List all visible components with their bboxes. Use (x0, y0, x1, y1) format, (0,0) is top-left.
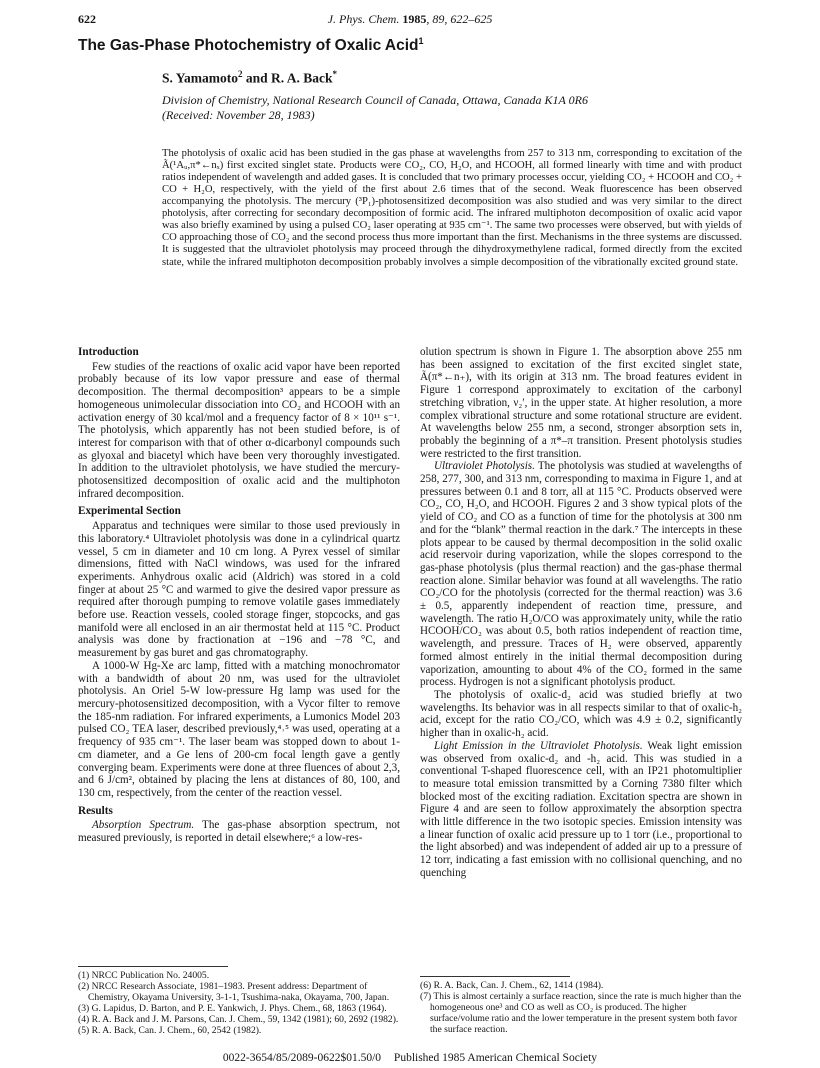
journal-volume: , 89, 622–625 (426, 12, 493, 26)
page-footer (78, 1052, 742, 1064)
footnote: (3) G. Lapidus, D. Barton, and P. E. Yankwich, J. Phys. Chem., 68, 1863 (1964). (78, 1002, 387, 1014)
introduction-paragraph: Few studies of the reactions of oxalic acid vapor have been reported probably because of its low vapor pressure and ease of thermal decomposition. The thermal decomposition³ appears to be a simple homogeneous unimolecular dissociation into CO₂ and HCOOH with an activation energy of 30 kcal/mol and a frequency factor of 8 × 10¹¹ s⁻¹. The photolysis, which apparently has not been studied before, is of interest for comparison with that of other α-dicarbonyl compounds such as glyoxal and biacetyl which have been very thoroughly investigated. In addition to the ultraviolet photolysis, we have studied the mercury-photosensitized decomposition of oxalic acid and the multiphoton infrared decomposition. (78, 360, 400, 500)
results-heading: Results (78, 804, 113, 817)
page-number: 622 (78, 12, 96, 26)
affiliation: Division of Chemistry, National Research Council of Canada, Ottawa, Canada K1A 0R6 (162, 92, 588, 107)
author-2-note: * (332, 69, 338, 80)
received-date: (Received: November 28, 1983) (162, 107, 315, 122)
experimental-paragraph-1: Apparatus and techniques were similar to those used previously in this laboratory.⁴ Ultraviolet photolysis was done in a cylindrical quartz vessel, 5 cm in diameter and 10 cm long. A Pyrex vessel of similar dimensions, fitted with NaCl windows, was used for the infrared experiments. Anhydrous oxalic acid (Aldrich) was stored in a cold finger at about 25 °C and warmed to give the desired vapor pressure as required after thorough pumping to remove volatile gases immediately before use. Reaction vessels, cooled storage finger, stopcocks, and gas manifold were all enclosed in an air thermostat held at 115 °C. Product analysis was done by fractionation at −196 and −78 °C, and measurement by gas buret and gas chromatography. (78, 520, 400, 660)
uv-text: The photolysis was studied at wavelengths of 258, 277, 300, and 313 nm, corresponding to maxima in Figure 1, and at pressures between 0.1 and 8 torr, all at 115 °C. Products observed were CO₂, CO, H₂O, and HCOOH. Figures 2 and 3 show typical plots of the yield of CO₂ and CO as a function of time for the photolysis at 300 nm and for the “blank” thermal reaction in the dark.⁷ The intercepts in these plots appear to be caused by thermal decomposition in the solid oxalic acid reservoir during vaporization, while the slopes correspond to the gas-phase photolysis (plus thermal reaction) and the gas-phase thermal reaction alone. Similar behavior was found at all wavelengths. The ratio CO₂/CO for the photolysis (corrected for the thermal reaction) was 3.6 ± 0.5, apparently independent of reaction time, pressure, and wavelength. The ratio H₂O/CO was approximately unity, while the ratio HCOOH/CO₂ was about 0.5, both ratios independent of reaction time, wavelength, and pressure. Traces of H₂ were observed, apparently formed almost entirely in the initial thermal decomposition during vaporization, amounting to about 4% of the CO₂ formed in the same process. Hydrogen is not a significant photolysis product. (420, 460, 743, 689)
emission-runin-heading: Light Emission in the Ultraviolet Photolysis. (434, 739, 643, 752)
affiliation-block (162, 93, 742, 123)
results-text: The gas-phase absorption spectrum, not measured previously, is reported in detail elsewhere;⁶ a low-res- (78, 819, 400, 845)
footnote: (4) R. A. Back and J. M. Parsons, Can. J. Chem., 59, 1342 (1981); 60, 2692 (1982). (78, 1013, 399, 1025)
article-code: 0022-3654/85/2089-0622$01.50/0 (222, 1052, 382, 1064)
footnote-rule (78, 966, 228, 967)
author-2: and R. A. Back (242, 70, 333, 86)
footnote: (7) This is almost certainly a surface reaction, since the rate is much higher than the homogeneous one³ and CO as well as CO₂ is produced. The higher surface/volume ratio and the lower temperature in the present system both favor the surface reaction. (420, 990, 742, 1035)
right-column (420, 346, 742, 880)
title-footnote-mark: 1 (418, 36, 424, 46)
journal-year: 1985 (402, 12, 427, 26)
article-title (78, 36, 742, 55)
introduction-heading: Introduction (78, 346, 139, 358)
absorption-runin-heading: Absorption Spectrum. (92, 819, 195, 832)
footnote: (5) R. A. Back, Can. J. Chem., 60, 2542 (1982). (78, 1024, 262, 1036)
uv-runin-heading: Ultraviolet Photolysis. (434, 460, 535, 473)
footnote: (2) NRCC Research Associate, 1981–1983. Present address: Department of Chemistry, Okayama University, 3-1-1, Tsushima-naka, Okayama, 700, Japan. (78, 980, 390, 1003)
abstract: The photolysis of oxalic acid has been studied in the gas phase at wavelengths from 257 to 313 nm, corresponding to excitation of the Ã(¹Aᵤ,π*←nₓ) first excited singlet state. Products were CO₂, CO, H₂O, and HCOOH, all formed linearly with time and with product ratios independent of wavelength and added gases. It is concluded that two primary processes occur, yielding CO₂ + HCOOH and CO₂ + CO + H₂O, respectively, with the yield of the first about 2.6 times that of the second. Weak fluorescence has been observed accompanying the photolysis. The mercury (³P₁)-photosensitized decomposition was also studied and was very similar to the direct photolysis, after correcting for secondary decomposition of formic acid. The infrared multiphoton decomposition of oxalic acid vapor was also briefly examined by using a pulsed CO₂ laser operating at 935 cm⁻¹. The same two processes were observed, but with yields of CO approaching those of CO₂ and the second process thus more important than the first. Mechanisms in the three systems are discussed. It is suggested that the ultraviolet photolysis may proceed through the dihydroxymethylene radical, formed directly from the excited state, while the infrared multiphoton decomposition probably involves a simple decomposition of the vibrationally excited ground state. (162, 147, 742, 268)
footnote: (1) NRCC Publication No. 24005. (78, 970, 210, 981)
journal-citation (78, 12, 742, 27)
article-title-text: The Gas-Phase Photochemistry of Oxalic Acid (78, 37, 419, 55)
author-1: S. Yamamoto (162, 70, 238, 86)
emission-text: Weak light emission was observed from oxalic-d₂ and -h₂ acid. This was studied in a conventional T-shaped fluorescence cell, with an IP21 photomultiplier to measure total emission transmitted by a Corning 7380 filter which blocked most of the exciting radiation. Excitation spectra are shown in Figure 4 and are seen to follow approximately the absorption spectra with little difference in the two isotopic species. Emission intensity was a linear function of oxalic acid pressure up to 1 torr (i.e., proportional to the light absorbed) and was independent of added air up to a pressure of 12 torr, indicating a fast emission with no collisional quenching, and no quenching (420, 739, 742, 879)
right-footnotes (420, 976, 742, 1036)
left-column (78, 346, 400, 845)
author-1-note: 2 (238, 69, 243, 80)
authors (162, 69, 742, 87)
running-head (78, 12, 742, 30)
uv-paragraph (420, 460, 742, 689)
page (78, 12, 743, 1064)
spectrum-paragraph: olution spectrum is shown in Figure 1. The absorption above 255 nm has been assigned to excitation of the first excited singlet state, Ã(π*←n₊), with its origin at 313 nm. The broad features evident in Figure 1 correspond approximately to excitation of the carbonyl stretching vibration, ν₂′, in the upper state. At higher resolution, a more complex vibrational structure and some rotational structure are evident. At wavelengths below 255 nm, a second, stronger absorption sets in, probably the beginning of a π*–π transition. Present photolysis studies were restricted to the first transition. (420, 346, 742, 460)
footnote: (6) R. A. Back, Can. J. Chem., 62, 1414 (1984). (420, 980, 604, 991)
footnote-rule (420, 976, 570, 977)
copyright: Published 1985 American Chemical Society (393, 1052, 598, 1064)
d2-paragraph: The photolysis of oxalic-d₂ acid was studied briefly at two wavelengths. Its behavior was in all respects similar to that of oxalic-h₂ acid, except for the ratio CO₂/CO, which was 4.9 ± 0.2, significantly higher than in oxalic-h₂ acid. (420, 688, 742, 740)
journal-name: J. Phys. Chem. (327, 12, 400, 26)
emission-paragraph (420, 740, 742, 880)
left-footnotes (78, 966, 400, 1036)
experimental-heading: Experimental Section (78, 505, 181, 518)
experimental-paragraph-2: A 1000-W Hg-Xe arc lamp, fitted with a matching monochromator with a bandwidth of about 20 nm, was used for the ultraviolet photolysis. An Oriel 5-W low-pressure Hg lamp was used for the mercury-photosensitized decomposition, with a Vycor filter to remove the 185-nm radiation. For infrared experiments, a Lumonics Model 203 pulsed CO₂ TEA laser, described previously,⁴˒⁵ was used, operating at a frequency of 935 cm⁻¹. The laser beam was stopped down to about 1-cm diameter, and a Ge lens of 200-cm focal length gave a gently converging beam. Experiments were done at three fluences of about 2,3, and 6 J/cm², obtained by placing the lens at distances of 80, 100, and 130 cm, respectively, from the center of the reaction vessel. (78, 659, 400, 799)
results-paragraph (78, 819, 400, 844)
